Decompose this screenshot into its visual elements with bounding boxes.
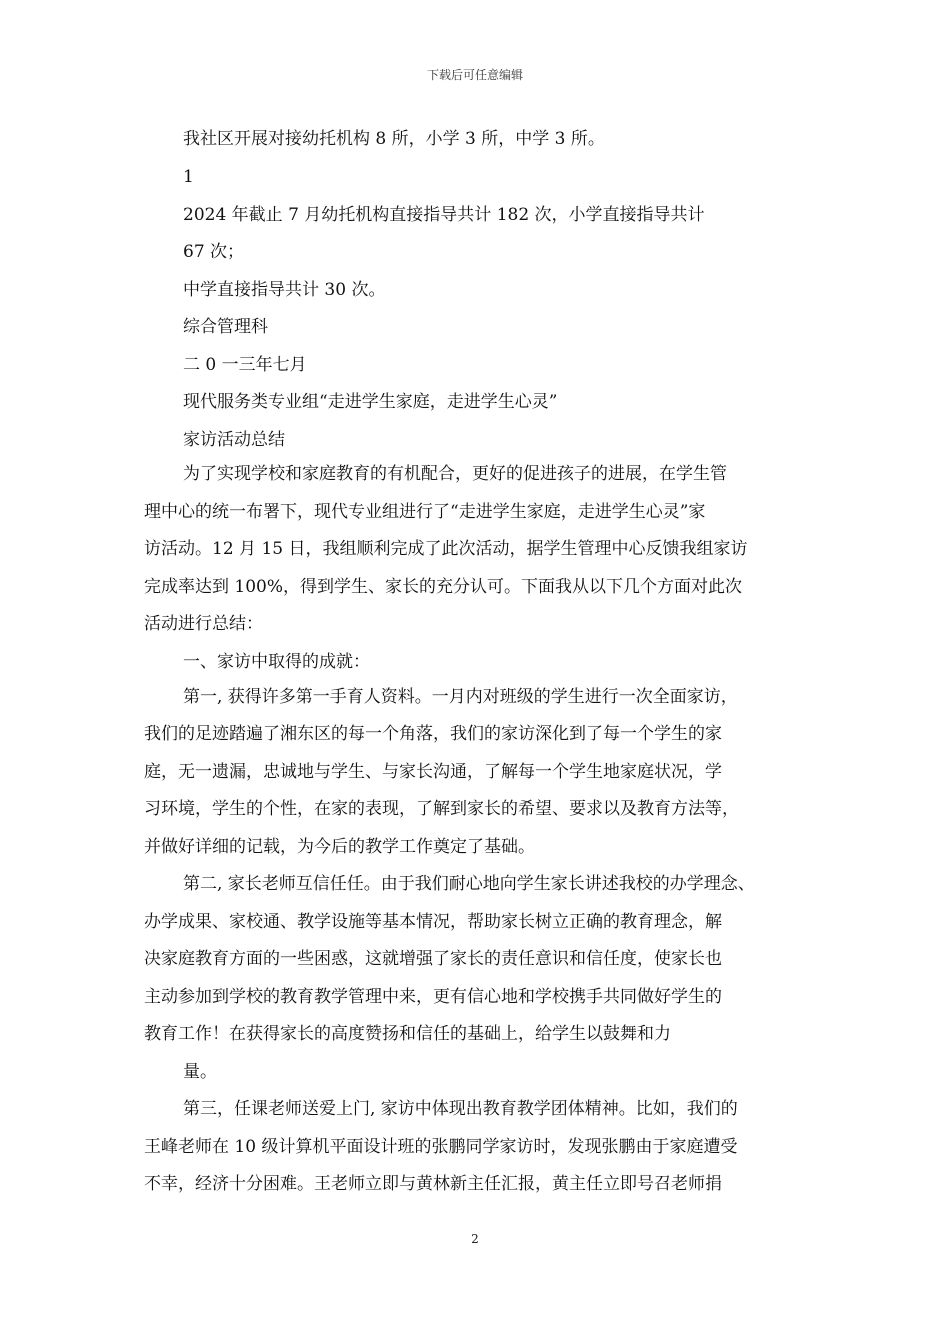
section-heading: 一、家访中取得的成就： bbox=[183, 652, 370, 672]
text-line: 第一, 获得许多第一手育人资料。一月内对班级的学生进行一次全面家访， bbox=[183, 687, 738, 707]
page-number: 2 bbox=[471, 1232, 479, 1246]
report-title-line-1: 现代服务类专业组“走进学生家庭，走进学生心灵” bbox=[183, 392, 558, 412]
text-line: 活动进行总结： bbox=[144, 614, 263, 634]
department-name: 综合管理科 bbox=[183, 317, 268, 337]
text-line: 67 次； bbox=[183, 242, 245, 262]
text-line: 王峰老师在 10 级计算机平面设计班的张鹏同学家访时，发现张鹏由于家庭遭受 bbox=[144, 1137, 738, 1157]
text-line: 第二, 家长老师互信任任。由于我们耐心地向学生家长讲述我校的办学理念、 bbox=[183, 874, 755, 894]
text-line: 量。 bbox=[183, 1062, 217, 1082]
text-line: 主动参加到学校的教育教学管理中来，更有信心地和学校携手共同做好学生的 bbox=[144, 987, 722, 1007]
text-line: 习环境，学生的个性，在家的表现，了解到家长的希望、要求以及教育方法等， bbox=[144, 799, 739, 819]
text-line: 中学直接指导共计 30 次。 bbox=[183, 280, 386, 300]
text-line: 我社区开展对接幼托机构 8 所，小学 3 所，中学 3 所。 bbox=[183, 129, 605, 149]
date-line: 二 0 一三年七月 bbox=[183, 355, 307, 375]
text-line: 访活动。12 月 15 日，我组顺利完成了此次活动，据学生管理中心反馈我组家访 bbox=[144, 539, 748, 559]
text-line: 决家庭教育方面的一些困惑，这就增强了家长的责任意识和信任度，使家长也 bbox=[144, 949, 722, 969]
text-line: 我们的足迹踏遍了湘东区的每一个角落，我们的家访深化到了每一个学生的家 bbox=[144, 724, 722, 744]
text-line: 完成率达到 100%，得到学生、家长的充分认可。下面我从以下几个方面对此次 bbox=[144, 577, 743, 597]
text-line: 不幸，经济十分困难。王老师立即与黄林新主任汇报，黄主任立即号召老师捐 bbox=[144, 1174, 722, 1194]
text-line: 第三，任课老师送爱上门, 家访中体现出教育教学团体精神。比如，我们的 bbox=[183, 1099, 738, 1119]
text-line: 1 bbox=[183, 167, 194, 187]
text-line: 理中心的统一布署下，现代专业组进行了“走进学生家庭，走进学生心灵”家 bbox=[144, 502, 706, 522]
page-header: 下载后可任意编辑 bbox=[426, 68, 523, 82]
text-line: 并做好详细的记载，为今后的教学工作奠定了基础。 bbox=[144, 837, 535, 857]
report-title-line-2: 家访活动总结 bbox=[183, 430, 285, 450]
text-line: 办学成果、家校通、教学设施等基本情况，帮助家长树立正确的教育理念，解 bbox=[144, 912, 722, 932]
text-line: 庭，无一遗漏，忠诚地与学生、与家长沟通，了解每一个学生地家庭状况，学 bbox=[144, 762, 722, 782]
text-line: 2024 年截止 7 月幼托机构直接指导共计 182 次，小学直接指导共计 bbox=[183, 205, 705, 225]
text-line: 为了实现学校和家庭教育的有机配合，更好的促进孩子的进展，在学生管 bbox=[183, 464, 727, 484]
text-line: 教育工作！在获得家长的高度赞扬和信任的基础上，给学生以鼓舞和力 bbox=[144, 1024, 671, 1044]
